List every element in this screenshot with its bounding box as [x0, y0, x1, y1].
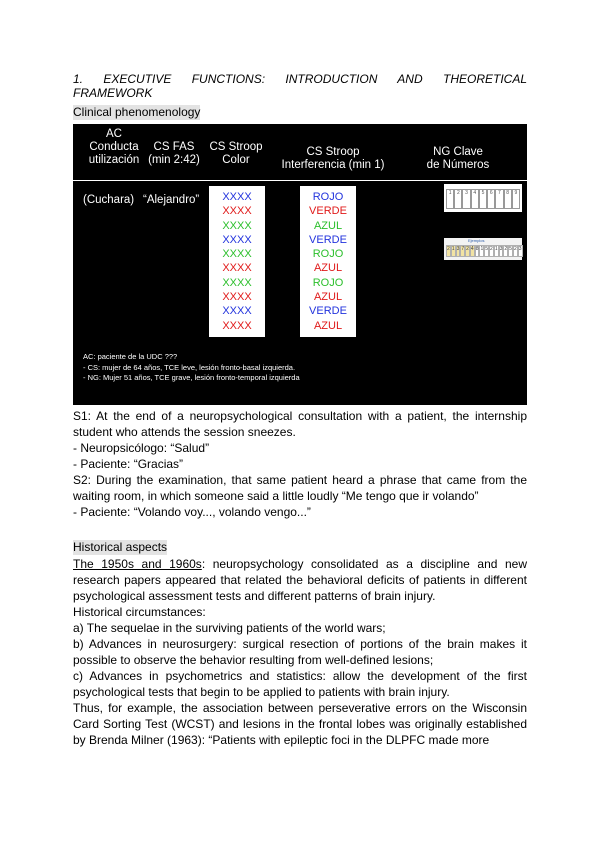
note-cs: - CS: mujer de 64 años, TCE leve, lesión fronto-basal izquierda. [83, 362, 296, 372]
stroop-interference-word: ROJO [312, 191, 344, 203]
history-wcst: Thus, for example, the association between perseverative errors on the Wisconsin Card Sorting Test (WCST) and lesions in the frontal lobes was originally established by Brenda Milner (1963): “Patients with epileptic foci in the DLPFC made more [73, 701, 527, 747]
stroop-color-card [209, 186, 265, 337]
stroop-color-word: XXXX [222, 276, 252, 289]
column-header-stroop-interference: CS Stroop Interferencia (min 1) [281, 146, 385, 171]
clinical-examples [73, 408, 527, 520]
ng-example-cell: 3 [518, 245, 523, 257]
ng-key-cell: 1 [446, 189, 454, 209]
stroop-color-word: XXXX [222, 319, 252, 332]
ng-example-cell: 1 [451, 245, 456, 257]
ng-example-cell: 3 [456, 245, 461, 257]
stroop-interference-word: AZUL [313, 291, 343, 304]
scenario-1: S1: At the end of a neuropsychological consultation with a patient, the internship student who attends the session sneezes. [73, 409, 527, 439]
ng-example-cell: 2 [446, 245, 451, 257]
ng-example-row [446, 245, 520, 257]
ng-example-cell: 2 [489, 245, 494, 257]
scenario-2: S2: During the examination, that same patient heard a phrase that came from the waiting room, in which someone said a little loudly “Me tengo que ir volando” [73, 473, 527, 503]
ng-key-cell: 6 [487, 189, 495, 209]
stroop-interference-word: VERDE [309, 305, 347, 318]
document-page [73, 72, 527, 748]
stroop-interference-word: AZUL [313, 262, 343, 275]
history-circumstances: Historical circumstances: [73, 605, 206, 619]
column-header-ng: NG Clave de Números [426, 146, 490, 171]
ng-key-cell: 4 [471, 189, 479, 209]
ac-response: (Cuchara) [83, 194, 135, 206]
ng-example-cell: 2 [465, 245, 470, 257]
fas-response: “Alejandro” [143, 194, 200, 206]
ng-example-cell: 2 [513, 245, 518, 257]
ng-example-cell: 1 [494, 245, 499, 257]
ng-example-cell: 3 [499, 245, 504, 257]
ng-example-cell: 1 [479, 245, 484, 257]
scenario-1-line-2: - Paciente: “Gracias” [73, 457, 184, 471]
stroop-color-word: XXXX [222, 191, 252, 203]
subsection-label-clinical: Clinical phenomenology [73, 105, 201, 119]
column-header-fas: CS FAS (min 2:42) [148, 141, 200, 166]
section-heading-continued: FRAMEWORK [73, 86, 153, 100]
history-item-b: b) Advances in neurosurgery: surgical resection of portions of the brain makes it possible to observe the behavior resulting from well-defined lesions; [73, 637, 527, 667]
stroop-interference-word: ROJO [312, 276, 344, 289]
ng-example-strip [444, 238, 522, 260]
stroop-interference-word: AZUL [313, 219, 343, 232]
figure-notes [83, 352, 300, 384]
ng-key-cell: 5 [479, 189, 487, 209]
column-header-ac: AC Conducta utilización [88, 128, 140, 166]
ng-example-cell: 4 [470, 245, 475, 257]
stroop-color-word: XXXX [222, 291, 252, 304]
column-header-stroop-color: CS Stroop Color [209, 141, 263, 166]
subsection-label-historical: Historical aspects [73, 540, 168, 554]
ng-example-cell: 7 [460, 245, 465, 257]
history-item-a: a) The sequelae in the surviving patients of the world wars; [73, 621, 386, 635]
section-heading: 1. EXECUTIVE FUNCTIONS: INTRODUCTION AND THEORETICAL [73, 72, 527, 86]
ng-example-cell: 5 [484, 245, 489, 257]
scenario-1-line-1: - Neuropsicólogo: “Salud” [73, 441, 210, 455]
stroop-interference-word: VERDE [309, 233, 347, 246]
ng-example-cell: 2 [503, 245, 508, 257]
history-item-c: c) Advances in psychometrics and statistics: allow the development of the first psychological tests that begin to be applied to patients with brain injury. [73, 669, 527, 699]
stroop-color-word: XXXX [222, 262, 252, 275]
ng-example-cell: 8 [475, 245, 480, 257]
ng-example-cell: 5 [508, 245, 513, 257]
ng-key-cell: 2 [454, 189, 462, 209]
stroop-color-word: XXXX [222, 233, 252, 246]
stroop-interference-word: AZUL [313, 319, 343, 332]
stroop-color-word: XXXX [222, 248, 252, 261]
ng-key-cell: 9 [512, 189, 520, 209]
stroop-color-word: XXXX [222, 305, 252, 318]
ng-key-cell: 7 [495, 189, 503, 209]
historical-section [73, 538, 527, 748]
ng-key-cell: 8 [504, 189, 512, 209]
decade-link-text: The 1950s and 1960s [73, 557, 202, 571]
stroop-interference-word: VERDE [309, 205, 347, 218]
note-ng: - NG: Mujer 51 años, TCE grave, lesión fronto-temporal izquierda [83, 373, 300, 382]
history-decades: The 1950s and 1960s: neuropsychology consolidated as a discipline and new research papers appeared that related the behavioral deficits of patients in different psychological assessment tests and different patterns of brain injury. [73, 557, 527, 603]
stroop-color-word: XXXX [222, 205, 252, 218]
note-ac: AC: paciente de la UDC ??? [83, 352, 178, 361]
clinical-figure [73, 124, 527, 405]
header-divider [73, 180, 527, 181]
stroop-color-word: XXXX [222, 219, 252, 232]
stroop-interference-card [300, 186, 356, 337]
ng-key-row [444, 186, 522, 210]
stroop-interference-word: ROJO [312, 248, 344, 261]
scenario-2-line-1: - Paciente: “Volando voy..., volando vengo...” [73, 505, 311, 519]
ng-key-cell: 3 [462, 189, 470, 209]
ng-example-label: Ejemplos [468, 238, 485, 243]
